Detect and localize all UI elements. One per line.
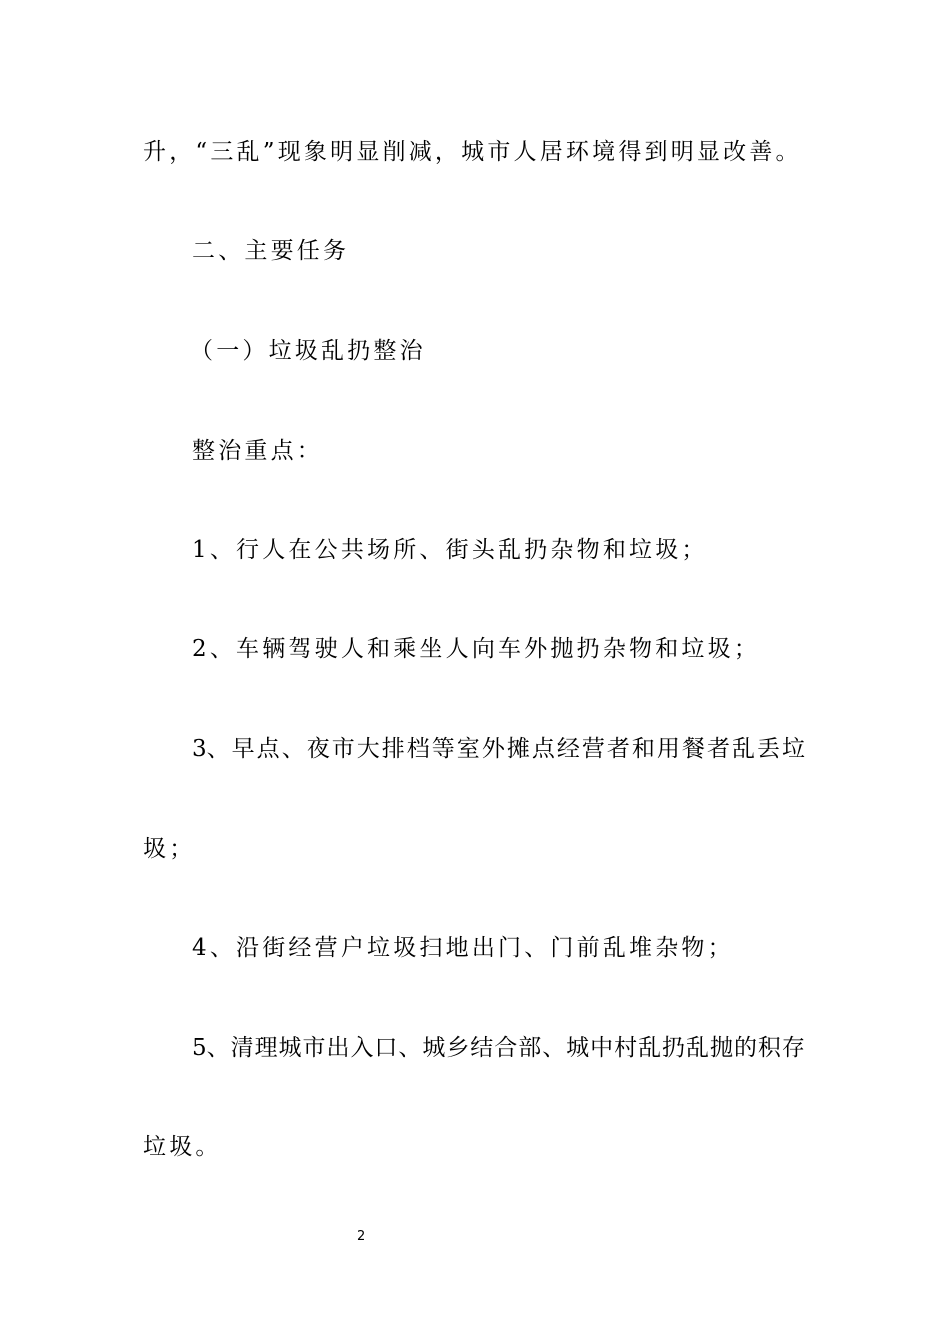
text-glyph: 积 [757, 1035, 781, 1061]
text-glyph: 城 [566, 1035, 590, 1061]
list-item-5 [192, 1033, 805, 1063]
text-glyph: 入 [350, 1035, 374, 1061]
text-glyph: 合 [494, 1035, 518, 1061]
text-glyph: 城 [422, 1035, 446, 1061]
text-glyph: 摊 [506, 736, 530, 762]
text-glyph: 出 [326, 1035, 350, 1061]
text-glyph: 餐 [681, 736, 705, 762]
text-glyph: 的 [733, 1035, 757, 1061]
list-item-1: 1、行人在公共场所、街头乱扔杂物和垃圾； [192, 537, 708, 563]
text-glyph: 清 [230, 1035, 254, 1061]
text-glyph: 经 [556, 736, 580, 762]
list-item-2: 2、车辆驾驶人和乘坐人向车外抛扔杂物和垃圾； [192, 636, 761, 662]
text-glyph: 抛 [709, 1035, 733, 1061]
focus-label: 整治重点： [192, 438, 323, 464]
list-item-3-continuation: 圾； [143, 836, 196, 862]
text-glyph: 者 [606, 736, 630, 762]
text-glyph: 扔 [662, 1035, 686, 1061]
text-glyph: 理 [254, 1035, 278, 1061]
text-glyph: 外 [481, 736, 505, 762]
section-heading: 二、主要任务 [192, 238, 350, 264]
text-glyph: 丢 [756, 736, 780, 762]
text-glyph: 、 [281, 736, 305, 762]
text-glyph: 排 [381, 736, 405, 762]
text-glyph: 城 [278, 1035, 302, 1061]
text-glyph: 存 [781, 1035, 805, 1061]
text-glyph: 5、 [192, 1035, 230, 1061]
text-glyph: 部 [518, 1035, 542, 1061]
text-glyph: 乱 [638, 1035, 662, 1061]
subsection-heading: （一）垃圾乱扔整治 [190, 338, 426, 364]
text-glyph: 者 [706, 736, 730, 762]
list-item-4: 4、沿街经营户垃圾扫地出门、门前乱堆杂物； [192, 935, 734, 961]
list-item-3 [192, 734, 805, 764]
text-glyph: 3、 [192, 736, 230, 762]
list-item-5-continuation: 垃圾。 [143, 1134, 222, 1160]
text-glyph: 市 [331, 736, 355, 762]
text-glyph: 、 [542, 1035, 566, 1061]
text-glyph: 夜 [306, 736, 330, 762]
text-glyph: 和 [631, 736, 655, 762]
text-glyph: 乱 [686, 1035, 710, 1061]
text-glyph: 市 [302, 1035, 326, 1061]
text-glyph: 乱 [731, 736, 755, 762]
paragraph-continuation: 升，“三乱”现象明显削减，城市人居环境得到明显改善。 [143, 139, 802, 165]
text-glyph: 营 [581, 736, 605, 762]
text-glyph: 室 [456, 736, 480, 762]
text-glyph: 用 [656, 736, 680, 762]
text-glyph: 早 [231, 736, 255, 762]
text-glyph: 大 [356, 736, 380, 762]
text-glyph: 等 [431, 736, 455, 762]
text-glyph: 中 [590, 1035, 614, 1061]
text-glyph: 垃 [782, 736, 805, 762]
text-glyph: 口 [374, 1035, 398, 1061]
text-glyph: 乡 [446, 1035, 470, 1061]
text-glyph: 点 [531, 736, 555, 762]
text-glyph: 结 [470, 1035, 494, 1061]
page-number: 2 [357, 1229, 366, 1244]
text-glyph: 村 [614, 1035, 638, 1061]
text-glyph: 、 [398, 1035, 422, 1061]
text-glyph: 档 [406, 736, 430, 762]
text-glyph: 点 [256, 736, 280, 762]
